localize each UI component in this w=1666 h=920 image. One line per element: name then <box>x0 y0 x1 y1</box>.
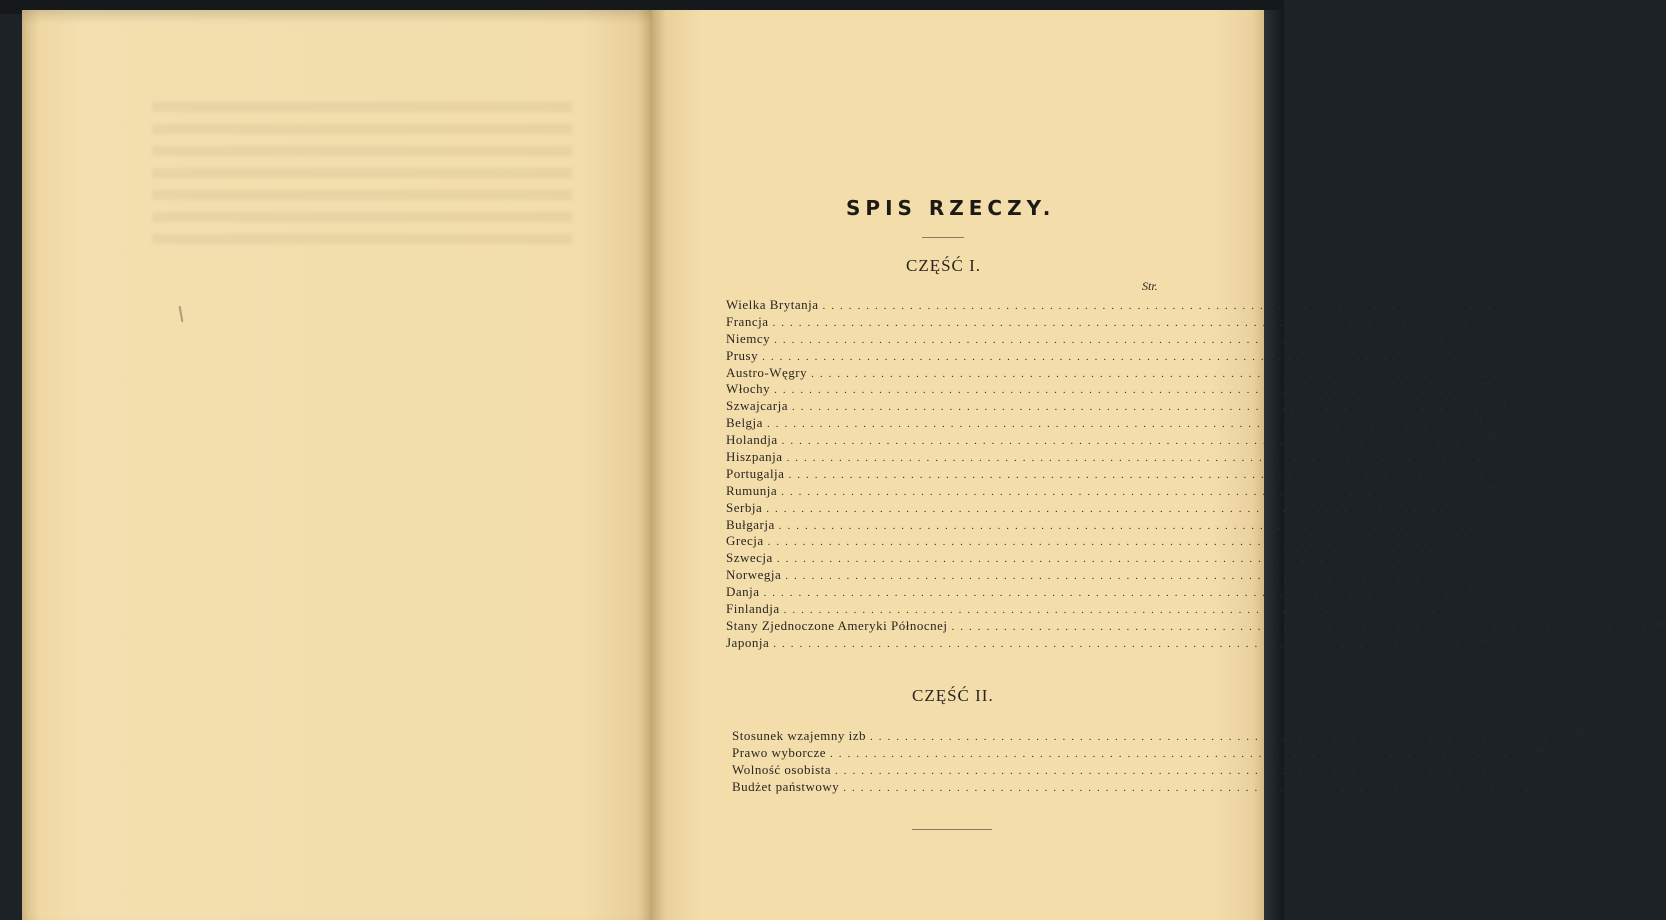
dot-leader: ................................................................................ <box>774 333 1475 346</box>
dot-leader: ................................................................................ <box>776 553 1477 566</box>
toc-entry-page: 7 <box>1526 296 1533 308</box>
toc-entry <box>726 312 1488 331</box>
toc-entry <box>726 363 1527 382</box>
toc-entry-label: Wolność osobista <box>732 761 832 777</box>
toc-entry <box>726 566 1501 584</box>
toc-entry-page: 48 <box>1534 743 1545 756</box>
toc-entry-page: 56 <box>1547 777 1559 790</box>
toc-entry-page: 20 <box>1478 380 1490 393</box>
toc-entry-label: Portugalja <box>726 465 785 481</box>
page-column-label: Str. <box>1142 279 1158 293</box>
toc-entry <box>726 346 1478 365</box>
toc-entry-label: Szwecja <box>726 550 773 566</box>
toc-entry-label: Japonja <box>726 634 770 650</box>
toc-entry-label: Hiszpanja <box>726 449 783 465</box>
toc-entry-page: 47 <box>1573 727 1585 739</box>
page-title: SPIS RZECZY. <box>846 196 1056 220</box>
toc-entry <box>726 549 1492 567</box>
dot-leader: ................................................................................ <box>869 731 1570 743</box>
toc-entry-label: Austro-Węgry <box>726 364 808 380</box>
end-divider <box>912 829 992 830</box>
toc-entry-label: Włochy <box>726 381 771 397</box>
dot-leader: ................................................................................ <box>792 401 1493 414</box>
toc-entry-page: 27 <box>1492 464 1504 477</box>
toc-entry-page: 32 <box>1471 532 1483 545</box>
toc-entry <box>732 777 1559 796</box>
toc-entry <box>726 431 1497 449</box>
toc-entry-label: Budżet państwowy <box>732 778 840 794</box>
toc-entry-page: 24 <box>1470 414 1482 427</box>
toc-entry-label: Wielka Brytanja <box>726 297 819 312</box>
title-divider <box>922 237 964 238</box>
toc-entry <box>726 616 1666 635</box>
toc-entry-label: Stany Zjednoczone Ameryki Północnej <box>726 617 948 633</box>
toc-entry-page: 13 <box>1478 329 1490 342</box>
toc-entry-page: 21 <box>1496 397 1508 410</box>
toc-entry-label: Prusy <box>726 347 759 363</box>
dot-leader: ................................................................................ <box>766 418 1467 431</box>
toc-entry-page: 42 <box>1477 633 1489 646</box>
toc-entry-label: Niemcy <box>726 330 771 346</box>
dot-leader: ................................................................................ <box>783 604 1484 617</box>
toc-entry <box>726 515 1494 534</box>
dot-leader: ................................................................................ <box>811 367 1512 380</box>
dot-leader: ................................................................................ <box>767 536 1468 549</box>
part-1-heading: CZĘŚĆ I. <box>906 256 982 275</box>
toc-entry-label: Belgja <box>726 415 763 431</box>
dot-leader: ................................................................................ <box>835 764 1536 777</box>
dot-leader: ................................................................................ <box>830 747 1530 760</box>
toc-part-1 <box>726 296 1666 652</box>
toc-entry <box>726 464 1504 483</box>
toc-entry-label: Holandja <box>726 432 778 448</box>
toc-entry-label: Szwajcarja <box>726 398 789 414</box>
bleed-through-text <box>152 102 572 252</box>
toc-entry <box>732 760 1551 779</box>
toc-entry-label: Rumunja <box>726 482 778 498</box>
toc-entry-label: Serbja <box>726 499 763 515</box>
toc-entry <box>726 633 1489 652</box>
toc-entry-label: Grecja <box>726 533 764 549</box>
toc-entry <box>726 448 1502 466</box>
dot-leader: ................................................................................ <box>773 637 1474 650</box>
toc-entry-page: 40 <box>1655 616 1666 629</box>
toc-part-2 <box>732 727 1585 796</box>
toc-entry-label: Danja <box>726 584 760 600</box>
dot-leader: ................................................................................ <box>951 620 1652 633</box>
toc-entry-page: 29 <box>1485 481 1497 494</box>
toc-entry-page: 30 <box>1470 498 1482 511</box>
toc-entry-page: 35 <box>1489 566 1501 579</box>
toc-entry-page: 52 <box>1539 760 1551 773</box>
dot-leader: ................................................................................ <box>788 468 1489 481</box>
toc-entry <box>732 743 1545 762</box>
dot-leader: ................................................................................ <box>785 570 1486 583</box>
toc-entry-page: 25 <box>1485 431 1497 444</box>
toc-entry <box>726 329 1490 348</box>
dot-leader: ................................................................................ <box>843 781 1544 794</box>
toc-entry-label: Norwegja <box>726 567 782 583</box>
toc-entry <box>726 600 1499 618</box>
dot-leader: ................................................................................ <box>762 350 1463 363</box>
toc-entry-label: Prawo wyborcze <box>732 744 826 760</box>
toc-entry-page: 26 <box>1490 448 1502 461</box>
dot-leader: ................................................................................ <box>778 519 1479 532</box>
dot-leader: ................................................................................ <box>772 316 1473 329</box>
toc-entry <box>726 498 1482 517</box>
dot-leader: ................................................................................ <box>766 502 1467 515</box>
toc-entry <box>726 481 1497 500</box>
toc-entry-page: 36 <box>1467 583 1479 596</box>
toc-entry <box>726 296 1533 314</box>
dot-leader: ................................................................................ <box>781 485 1482 498</box>
toc-entry-page: 16 <box>1466 346 1478 359</box>
toc-entry <box>726 532 1483 550</box>
toc-entry <box>732 727 1585 745</box>
toc-entry-label: Finlandja <box>726 601 780 617</box>
toc-entry-label: Bułgarja <box>726 516 775 532</box>
toc-entry <box>726 583 1479 601</box>
left-page <box>22 10 652 920</box>
toc-entry-page: 37 <box>1487 600 1499 613</box>
toc-entry-page: 11 <box>1476 312 1488 325</box>
dot-leader: ................................................................................ <box>786 452 1487 465</box>
toc-entry <box>726 414 1482 432</box>
dot-leader: ................................................................................ <box>822 300 1523 312</box>
toc-entry-label: Francja <box>726 313 769 329</box>
toc-entry-page: 33 <box>1480 549 1492 562</box>
toc-entry <box>726 380 1490 398</box>
dot-leader: ................................................................................ <box>781 435 1482 448</box>
part-2-heading: CZĘŚĆ II. <box>912 686 994 705</box>
dot-leader: ................................................................................ <box>774 384 1475 397</box>
toc-entry-page: 18 <box>1515 363 1527 376</box>
toc-entry-page: 31 <box>1482 515 1494 528</box>
dot-leader: ................................................................................ <box>763 587 1464 600</box>
toc-entry <box>726 397 1508 415</box>
paper-mark <box>179 306 184 322</box>
toc-entry-label: Stosunek wzajemny izb <box>732 728 866 743</box>
